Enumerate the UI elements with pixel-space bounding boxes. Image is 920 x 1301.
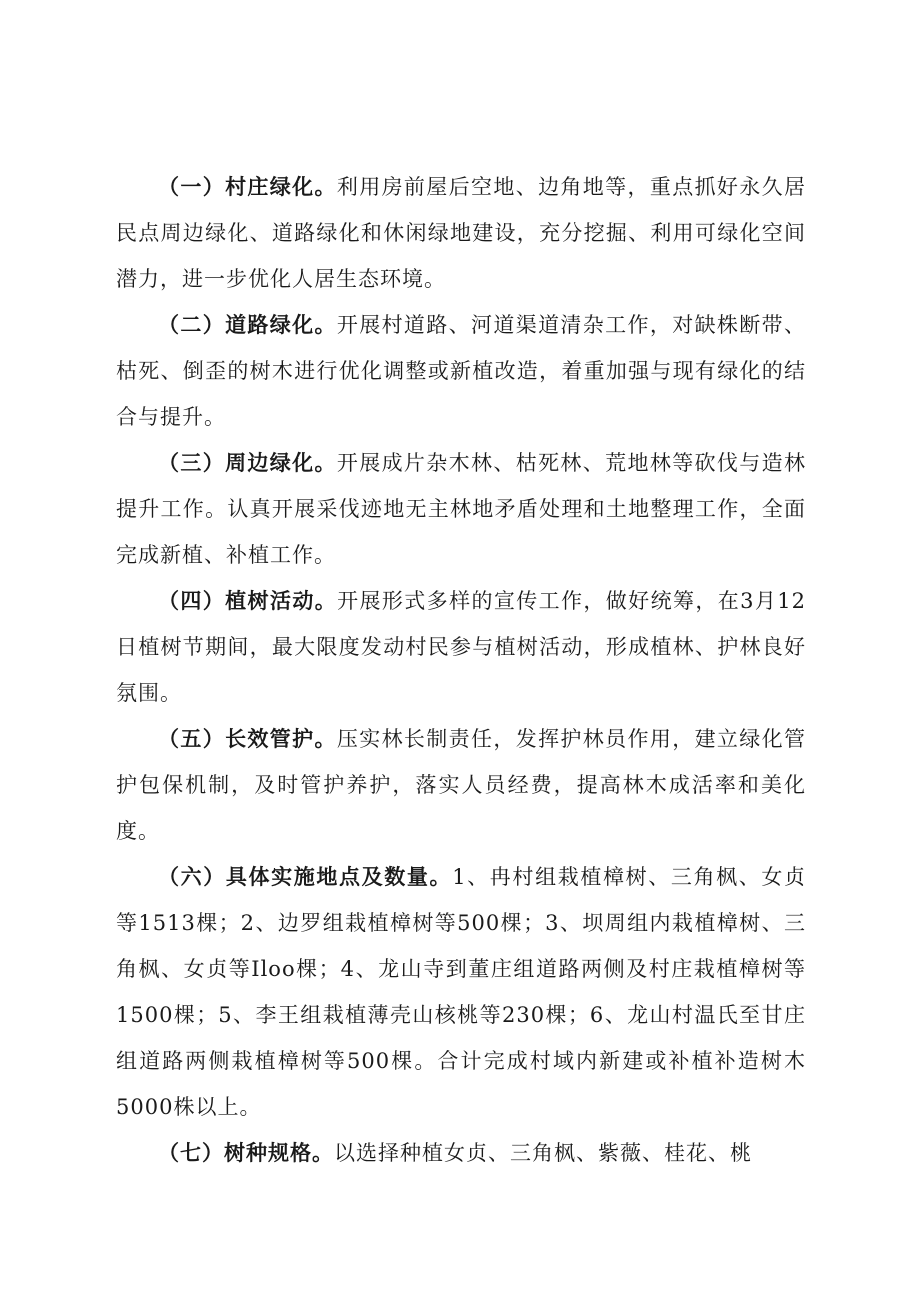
- section-body: 压实林长制责任，发挥护林员作用，建立绿化管护包保机制，及时管护养护，落实人员经费，提高林木成活率和美化度。: [116, 727, 807, 843]
- document-page: [116, 164, 806, 1176]
- section-body: 1、冉村组栽植樟树、三角枫、女贞等1513棵；2、边罗组栽植樟树等500棵；3、坝周组内栽植樟树、三角枫、女贞等Iloo棵；4、龙山寺到董庄组道路两侧及村庄栽植樟树等1500棵；5、李王组栽植薄壳山核桃等230棵；6、龙山村温氏至甘庄组道路两侧栽植樟树等500棵。合计完成村域内新建或补植补造树木5000株以上。: [116, 865, 806, 1119]
- section-body: 以选择种植女贞、三角枫、紫薇、桂花、桃: [334, 1141, 752, 1165]
- section-heading: （二）道路绿化。: [158, 313, 337, 337]
- paragraph-surrounding-greening: [116, 440, 806, 578]
- section-heading: （七）树种规格。: [158, 1141, 334, 1165]
- paragraph-tree-species: [116, 1130, 806, 1176]
- paragraph-road-greening: [116, 302, 806, 440]
- section-body: 开展村道路、河道渠道清杂工作，对缺株断带、枯死、倒歪的树木进行优化调整或新植改造，着重加强与现有绿化的结合与提升。: [116, 313, 807, 429]
- section-body: 利用房前屋后空地、边角地等，重点抓好永久居民点周边绿化、道路绿化和休闲绿地建设，充分挖掘、利用可绿化空间潜力，进一步优化人居生态环境。: [116, 175, 807, 291]
- paragraph-village-greening: [116, 164, 806, 302]
- section-heading: （三）周边绿化。: [158, 451, 337, 475]
- paragraph-tree-planting: [116, 578, 806, 716]
- section-heading: （六）具体实施地点及数量。: [158, 865, 453, 889]
- paragraph-locations-quantities: [116, 854, 806, 1130]
- section-heading: （四）植树活动。: [158, 589, 338, 613]
- section-body: 开展形式多样的宣传工作，做好统筹，在3月12日植树节期间，最大限度发动村民参与植树活动，形成植林、护林良好氛围。: [116, 589, 806, 705]
- section-heading: （一）村庄绿化。: [158, 175, 337, 199]
- section-heading: （五）长效管护。: [158, 727, 337, 751]
- paragraph-long-term-care: [116, 716, 806, 854]
- section-body: 开展成片杂木林、枯死林、荒地林等砍伐与造林提升工作。认真开展采伐迹地无主林地矛盾处理和土地整理工作，全面完成新植、补植工作。: [116, 451, 807, 567]
